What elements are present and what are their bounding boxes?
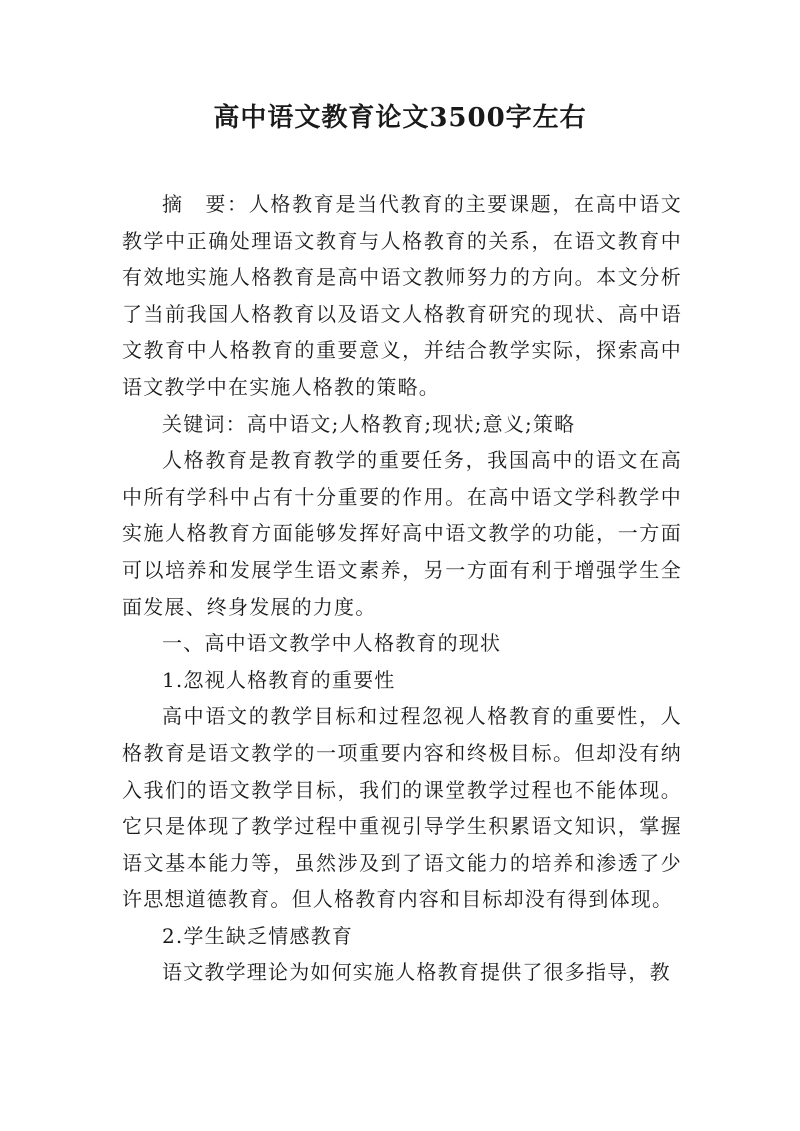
abstract-paragraph: 摘 要：人格教育是当代教育的主要课题，在高中语文教学中正确处理语文教育与人格教育的关系，在语文教育中有效地实施人格教育是高中语文教师努力的方向。本文分析了当前我国人格教育以及语文人格教育研究的现状、高中语文教育中人格教育的重要意义，并结合教学实际，探索高中语文教学中在实施人格教的策略。 — [122, 192, 682, 399]
section-heading: 一、高中语文教学中人格教育的现状 — [162, 631, 502, 656]
subsection-heading: 2.学生缺乏情感教育 — [162, 923, 354, 948]
subsection-heading: 1.忽视人格教育的重要性 — [162, 667, 396, 692]
body-paragraph: 高中语文的教学目标和过程忽视人格教育的重要性，人格教育是语文教学的一项重要内容和终极目标。但却没有纳入我们的语文教学目标，我们的课堂教学过程也不能体现。它只是体现了教学过程中重视引导学生积累语文知识，掌握语文基本能力等，虽然涉及到了语文能力的培养和渗透了少许思想道德教育。但人格教育内容和目标却没有得到体现。 — [122, 704, 682, 912]
keywords-paragraph: 关键词：高中语文;人格教育;现状;意义;策略 — [162, 411, 576, 436]
intro-paragraph: 人格教育是教育教学的重要任务，我国高中的语文在高中所有学科中占有十分重要的作用。在高中语文学科教学中实施人格教育方面能够发挥好高中语文教学的功能，一方面可以培养和发展学生语文素养，另一方面有利于增强学生全面发展、终身发展的力度。 — [122, 448, 682, 619]
body-paragraph: 语文教学理论为如何实施人格教育提供了很多指导，教 — [162, 960, 671, 985]
document-title: 高中语文教育论文3500字左右 — [213, 103, 587, 133]
document-body — [122, 186, 682, 991]
